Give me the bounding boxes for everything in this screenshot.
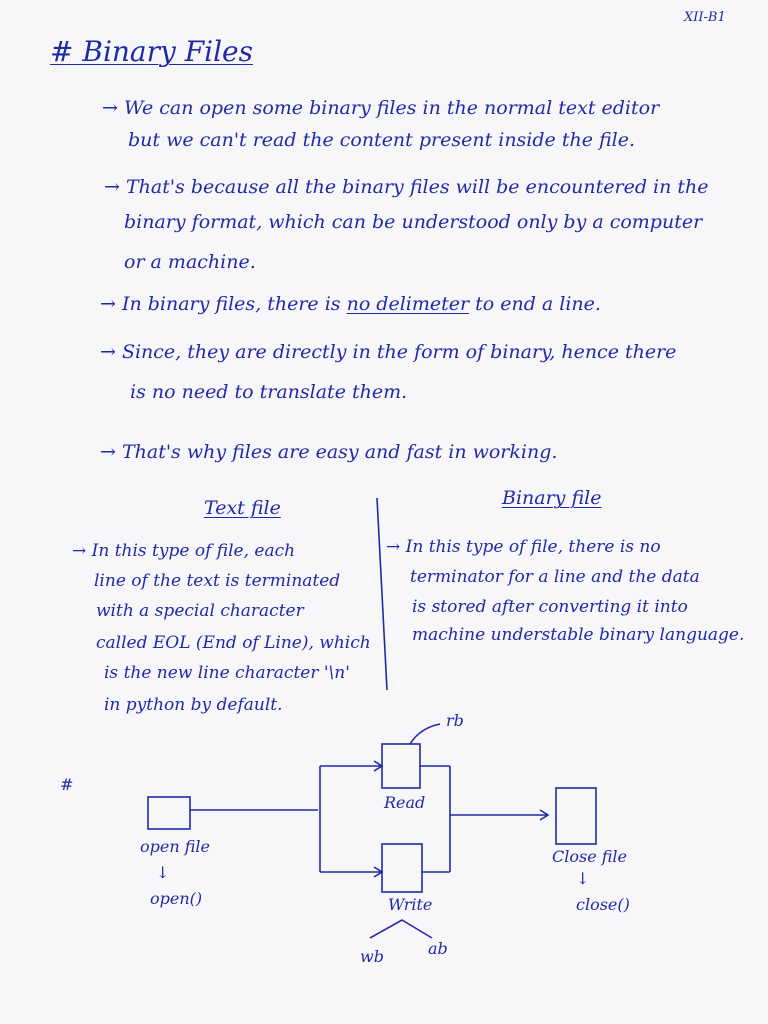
rb-label: rb <box>446 711 464 730</box>
write-label: Write <box>388 895 433 914</box>
bullet-1-line-2: but we can't read the content present inside the file. <box>128 129 636 151</box>
binary-file-line-4: machine understable binary language. <box>412 625 745 645</box>
text-file-line-5: is the new line character '\n' <box>104 663 350 683</box>
binary-file-line-3: is stored after converting it into <box>412 597 688 617</box>
close-down-arrow: ↓ <box>576 869 590 888</box>
binary-file-line-2: terminator for a line and the data <box>410 567 700 587</box>
write-modes-branch <box>370 920 432 938</box>
read-box <box>382 744 420 788</box>
diagram-hash: # <box>60 775 74 794</box>
open-func-label: open() <box>150 889 203 908</box>
wb-label: wb <box>360 947 384 966</box>
rb-pointer <box>410 724 440 744</box>
corner-mark: XII-B1 <box>684 10 726 25</box>
text-file-line-4: called EOL (End of Line), which <box>96 633 371 653</box>
bullet-2-line-2: binary format, which can be understood only by a computer <box>124 211 703 233</box>
binary-file-line-1: → In this type of file, there is no <box>386 537 661 557</box>
close-file-label: Close file <box>552 847 628 866</box>
read-label: Read <box>384 793 426 812</box>
bullet-2-line-1: → That's because all the binary files will be encountered in the <box>104 176 709 198</box>
bullet-1-line-1: → We can open some binary files in the normal text editor <box>102 97 660 119</box>
ab-label: ab <box>428 939 448 958</box>
page-title: # Binary Files <box>50 35 253 68</box>
close-file-box <box>556 788 596 844</box>
text-file-line-1: → In this type of file, each <box>72 541 296 561</box>
bullet-4-line-2: is no need to translate them. <box>130 381 408 403</box>
bullet-2-line-3: or a machine. <box>124 251 256 273</box>
bullet-3-emphasis: no delimeter <box>346 293 470 315</box>
open-file-label: open file <box>140 837 210 856</box>
open-file-box <box>148 797 190 829</box>
close-func-label: close() <box>576 895 630 914</box>
open-down-arrow: ↓ <box>156 863 170 882</box>
text-file-heading: Text file <box>204 497 281 519</box>
column-divider <box>377 498 387 690</box>
bullet-5: → That's why files are easy and fast in working. <box>100 441 558 463</box>
bullet-4-line-1: → Since, they are directly in the form of binary, hence there <box>100 341 677 363</box>
write-box <box>382 844 422 892</box>
binary-file-heading: Binary file <box>502 487 602 509</box>
bullet-3-pre: → In binary files, there is <box>100 293 347 315</box>
text-file-line-3: with a special character <box>96 601 304 621</box>
text-file-line-6: in python by default. <box>104 695 283 715</box>
bullet-3-post: to end a line. <box>469 293 601 315</box>
text-file-line-2: line of the text is terminated <box>94 571 341 591</box>
